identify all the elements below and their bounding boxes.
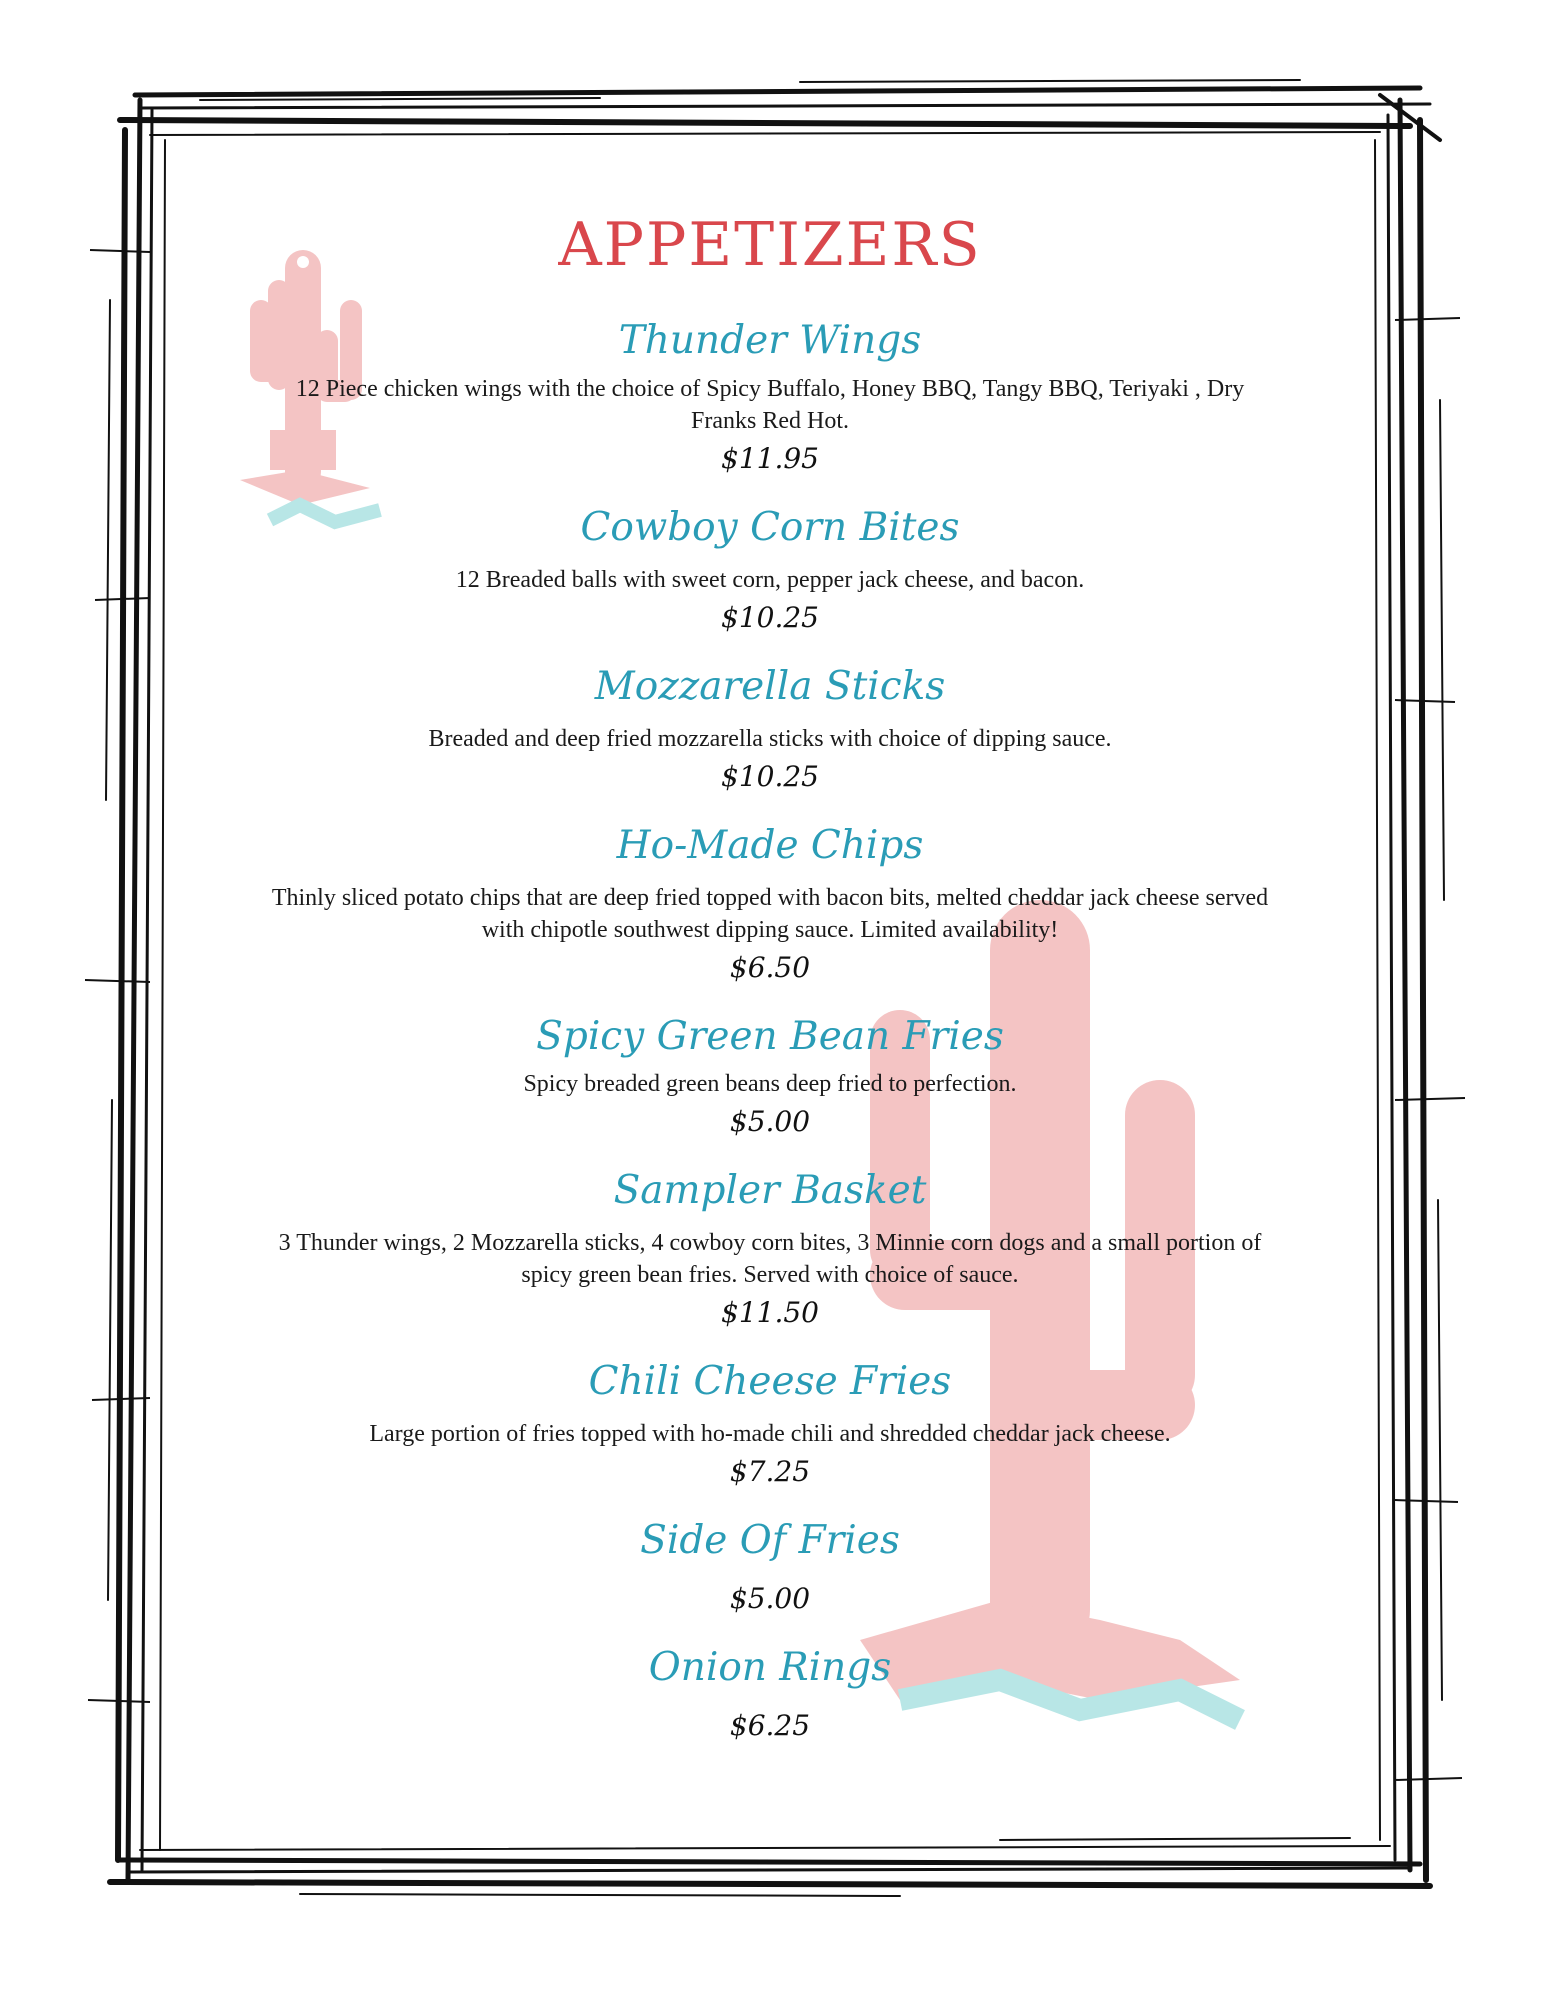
item-name: Chili Cheese Fries xyxy=(588,1359,952,1405)
item-price: $5.00 xyxy=(729,1105,811,1139)
item-name: Mozzarella Sticks xyxy=(594,663,946,709)
item-price: $11.95 xyxy=(721,441,819,475)
item-description: 3 Thunder wings, 2 Mozzarella sticks, 4 cowboy corn bites, 3 Minnie corn dogs and a small portion of spicy green bean fries. Served with choice of sauce. xyxy=(278,1230,1262,1289)
item-name: Sampler Basket xyxy=(613,1168,927,1214)
menu-item xyxy=(200,1170,1340,1331)
item-name: Onion Rings xyxy=(648,1645,892,1691)
item-name: Ho-Made Chips xyxy=(616,822,924,868)
item-price: $10.25 xyxy=(721,600,819,634)
item-name: Cowboy Corn Bites xyxy=(580,504,960,550)
item-name: Spicy Green Bean Fries xyxy=(536,1013,1004,1059)
item-price: $6.25 xyxy=(729,1709,811,1743)
item-description: Large portion of fries topped with ho-made chili and shredded cheddar jack cheese. xyxy=(369,1421,1171,1448)
item-price: $5.00 xyxy=(729,1582,811,1616)
menu-item xyxy=(200,822,1340,986)
item-name: Side Of Fries xyxy=(640,1518,900,1564)
item-name: Thunder Wings xyxy=(618,318,922,363)
menu-title: APPETIZERS xyxy=(558,210,982,280)
menu-content xyxy=(200,210,1340,1744)
item-price: $6.50 xyxy=(729,950,811,984)
item-price: $10.25 xyxy=(721,759,819,793)
item-description: 12 Breaded balls with sweet corn, pepper jack cheese, and bacon. xyxy=(455,566,1085,593)
item-price: $11.50 xyxy=(721,1296,819,1330)
item-description: Thinly sliced potato chips that are deep fried topped with bacon bits, melted cheddar jack cheese served with chipotle southwest dipping sauce. Limited availability! xyxy=(271,884,1269,943)
menu-item xyxy=(200,663,1340,795)
menu-item xyxy=(200,1647,1340,1744)
item-description: Spicy breaded green beans deep fried to perfection. xyxy=(523,1071,1017,1098)
menu-item xyxy=(200,1520,1340,1617)
item-price: $7.25 xyxy=(729,1455,811,1489)
menu-item xyxy=(200,504,1340,636)
menu-item xyxy=(200,320,1340,477)
item-description: Breaded and deep fried mozzarella sticks with choice of dipping sauce. xyxy=(428,725,1112,752)
menu-item xyxy=(200,1013,1340,1141)
menu-item xyxy=(200,1361,1340,1490)
item-description: 12 Piece chicken wings with the choice of Spicy Buffalo, Honey BBQ, Tangy BBQ, Teriyaki , Dry Franks Red Hot. xyxy=(295,375,1245,434)
